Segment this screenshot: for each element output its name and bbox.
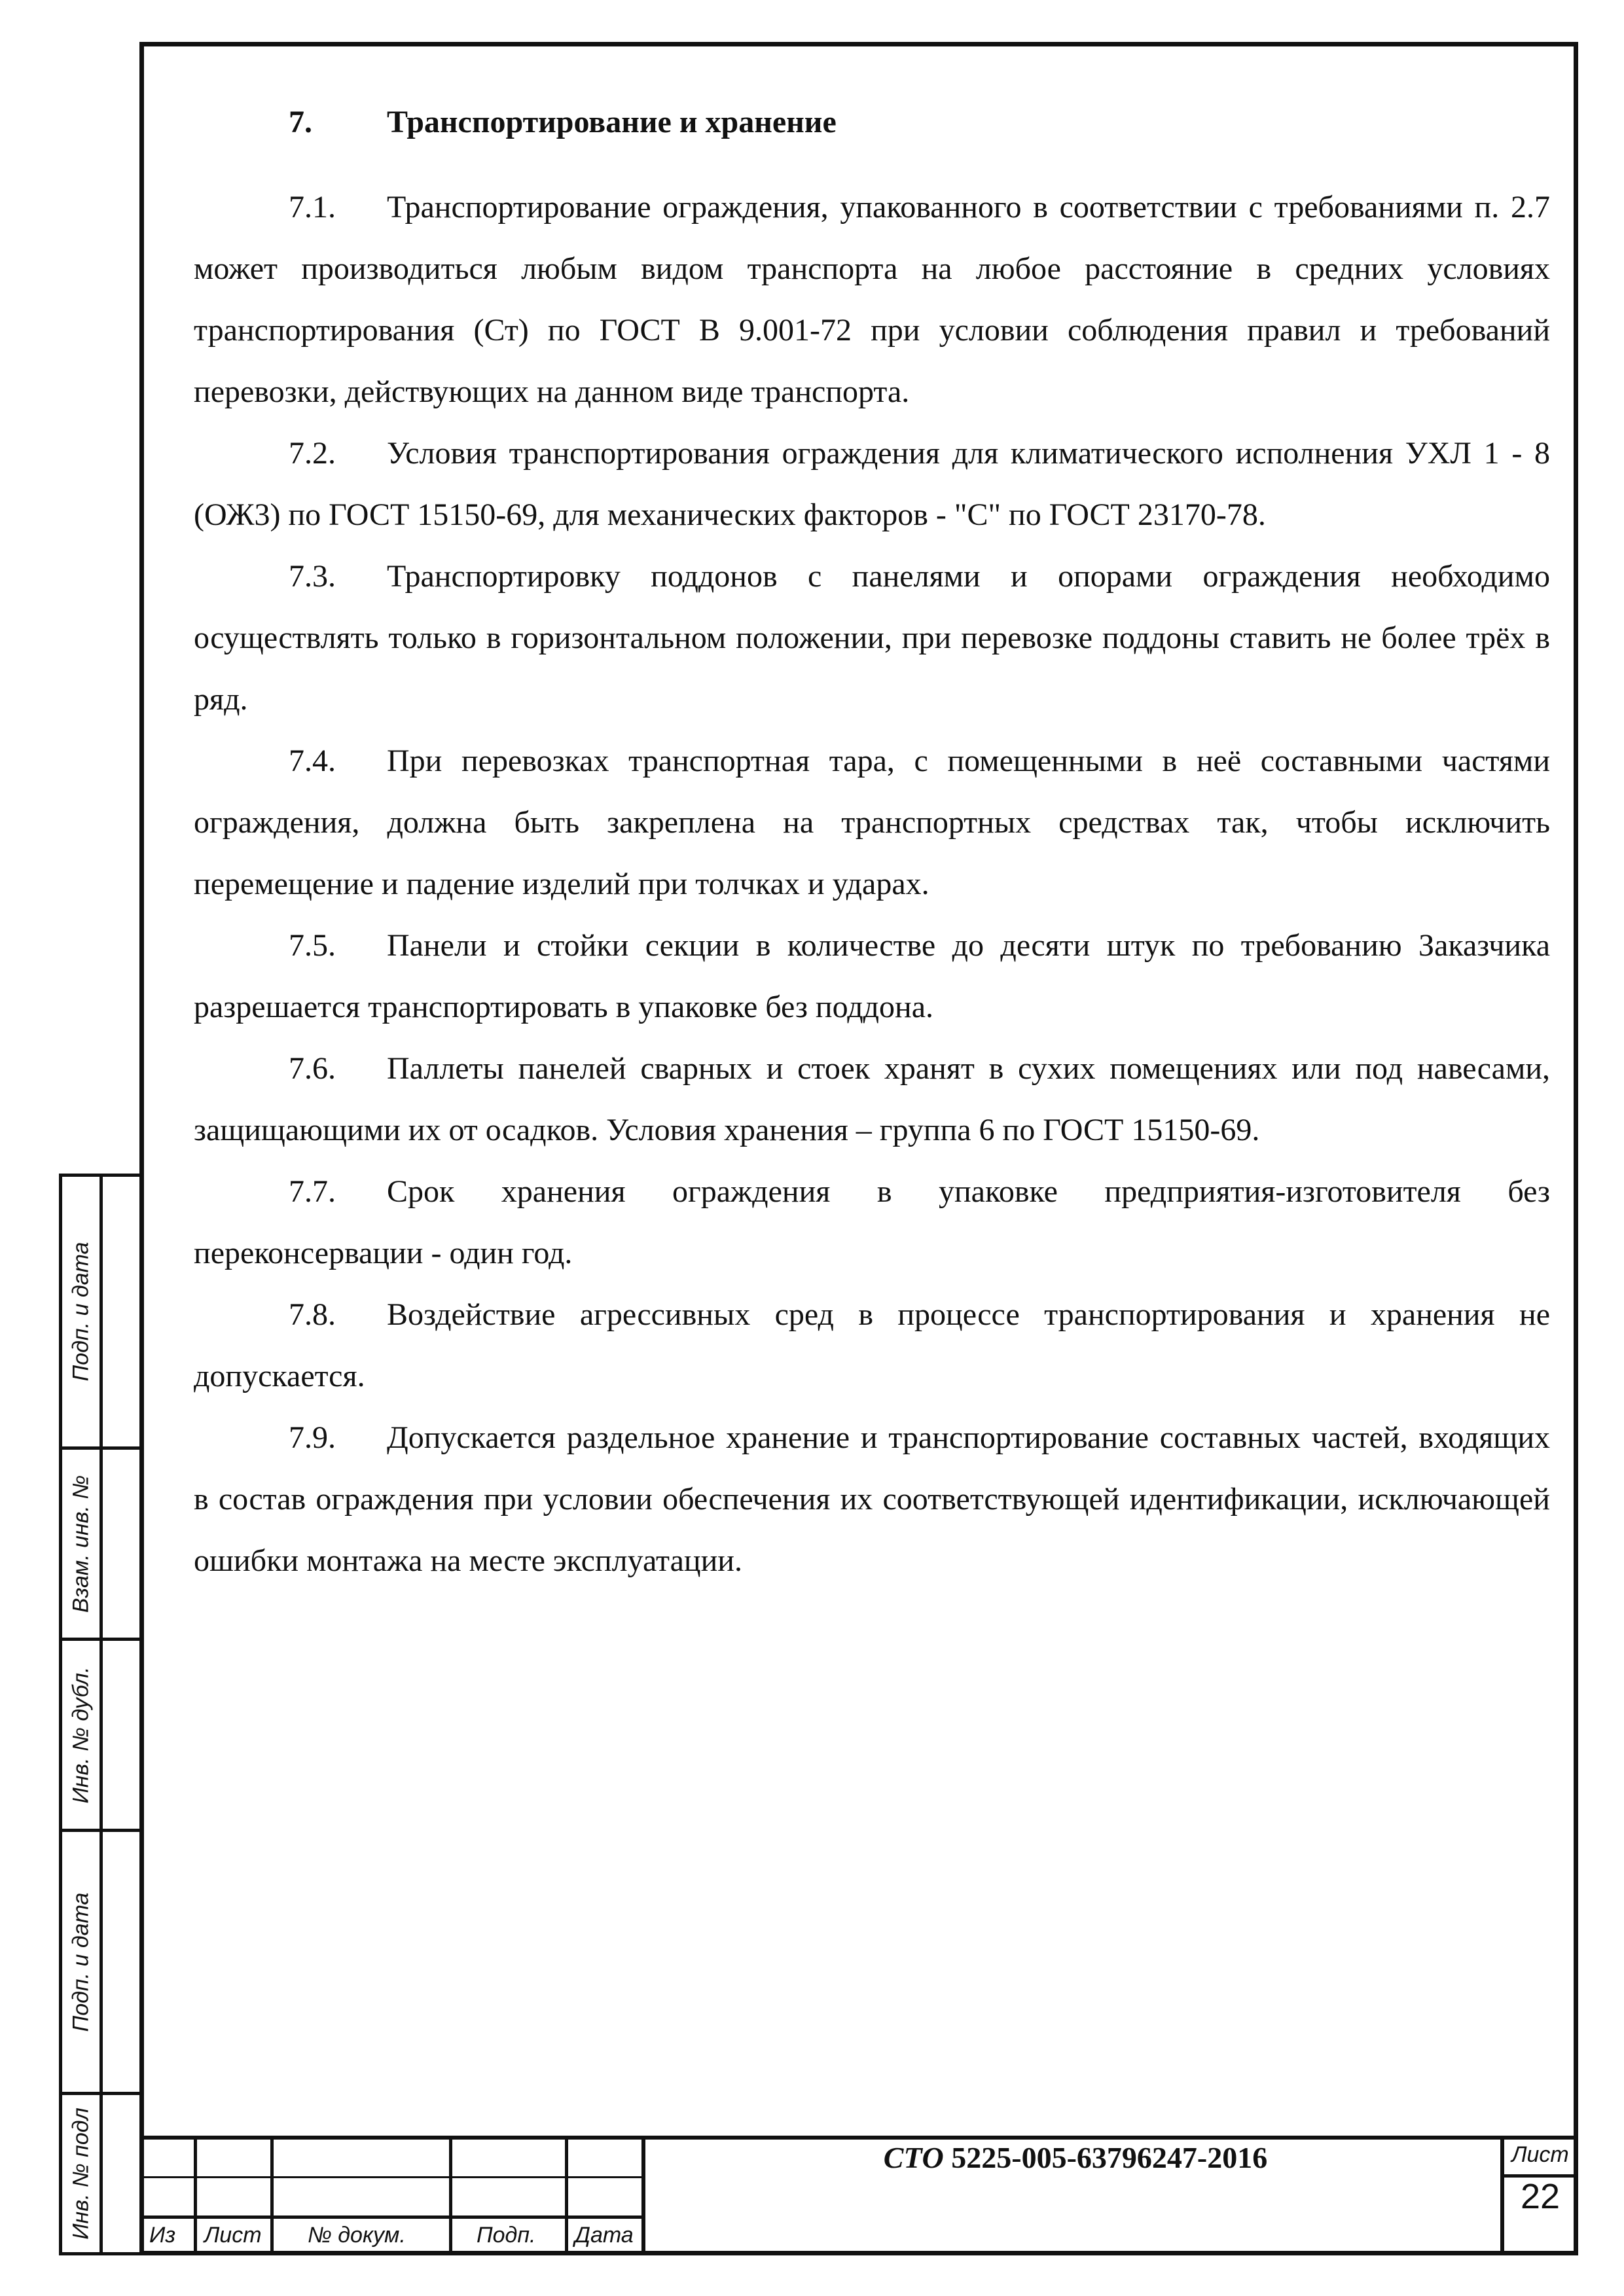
paragraph-7-3 xyxy=(194,546,1550,730)
document-body xyxy=(194,92,1550,1592)
paragraph-text: При перевозках транспортная тара, с помещенными в неё составными частями ограждения, должна быть закреплена на транспортных средствах так, чтобы исключить перемещение и падение изделий при толчках и ударах. xyxy=(194,744,1550,901)
paragraph-text: Допускается раздельное хранение и транспортирование составных частей, входящих в состав ограждения при условии обеспечения их соответствующей идентификации, исключающей ошибки монтажа на месте эксплуатации. xyxy=(194,1420,1550,1578)
side-label: Подп. и дата xyxy=(68,1892,93,2032)
paragraph-7-6 xyxy=(194,1038,1550,1161)
side-cell-inv-dubl xyxy=(62,1641,139,1829)
paragraph-number: 7.4. xyxy=(289,744,336,778)
col-list: Лист xyxy=(204,2223,262,2248)
col-doc-num: № докум. xyxy=(308,2223,406,2248)
side-strip xyxy=(59,1174,139,2255)
paragraph-text: Срок хранения ограждения в упаковке предприятия-изготовителя без переконсервации - один год. xyxy=(194,1174,1550,1270)
section-heading xyxy=(194,92,1550,153)
paragraph-text: Панели и стойки секции в количестве до десяти штук по требованию Заказчика разрешается транспортировать в упаковке без поддона. xyxy=(194,928,1550,1024)
paragraph-7-8 xyxy=(194,1284,1550,1407)
side-label: Взам. инв. № xyxy=(68,1475,93,1613)
paragraph-7-1 xyxy=(194,177,1550,423)
doc-code-prefix: СТО xyxy=(883,2141,944,2174)
sheet-label: Лист xyxy=(1511,2142,1569,2167)
paragraph-text: Паллеты панелей сварных и стоек хранят в сухих помещениях или под навесами, защищающими их от осадков. Условия хранения – группа 6 по ГОСТ 15150-69. xyxy=(194,1051,1550,1147)
side-cell-inv-podl xyxy=(62,2095,139,2252)
doc-code-number: 5225-005-63796247-2016 xyxy=(951,2141,1268,2174)
paragraph-7-5 xyxy=(194,915,1550,1038)
side-label: Подп. и дата xyxy=(68,1242,93,1382)
paragraph-number: 7.1. xyxy=(289,190,336,224)
paragraph-number: 7.7. xyxy=(289,1174,336,1209)
paragraph-number: 7.6. xyxy=(289,1051,336,1086)
side-label: Инв. № дубл. xyxy=(68,1666,93,1804)
side-cell-podp-data-2 xyxy=(62,1832,139,2092)
side-cell-podp-data-1 xyxy=(62,1177,139,1446)
paragraph-7-4 xyxy=(194,730,1550,915)
paragraph-7-9 xyxy=(194,1407,1550,1592)
document-code xyxy=(643,2140,1507,2182)
paragraph-text: Транспортировку поддонов с панелями и опорами ограждения необходимо осуществлять только в горизонтальном положении, при перевозке поддоны ставить не более трёх в ряд. xyxy=(194,559,1550,717)
section-number: 7. xyxy=(289,105,312,139)
section-title: Транспортирование и хранение xyxy=(387,105,837,139)
paragraph-text: Условия транспортирования ограждения для климатического исполнения УХЛ 1 - 8 (ОЖ3) по ГОСТ 15150-69, для механических факторов - "С" по ГОСТ 23170-78. xyxy=(194,436,1550,532)
paragraph-number: 7.5. xyxy=(289,928,336,963)
sheet-number: 22 xyxy=(1520,2177,1561,2216)
paragraph-number: 7.8. xyxy=(289,1297,336,1332)
paragraph-text: Воздействие агрессивных сред в процессе транспортирования и хранения не допускается. xyxy=(194,1297,1550,1393)
paragraph-text: Транспортирование ограждения, упакованного в соответствии с требованиями п. 2.7 может производиться любым видом транспорта на любое расстояние в средних условиях транспортирования (Ст) по ГОСТ В 9.001-72 при условии соблюдения правил и требований перевозки, действующих на данном виде транспорта. xyxy=(194,190,1550,409)
paragraph-number: 7.2. xyxy=(289,436,336,471)
col-izm: Из xyxy=(149,2223,176,2248)
side-cell-vzam-inv xyxy=(62,1450,139,1638)
paragraph-number: 7.9. xyxy=(289,1420,336,1455)
paragraph-number: 7.3. xyxy=(289,559,336,594)
col-podp: Подп. xyxy=(477,2223,536,2248)
side-label: Инв. № подл xyxy=(68,2108,93,2240)
paragraph-7-7 xyxy=(194,1161,1550,1284)
paragraph-7-2 xyxy=(194,423,1550,546)
col-data: Дата xyxy=(575,2223,634,2248)
